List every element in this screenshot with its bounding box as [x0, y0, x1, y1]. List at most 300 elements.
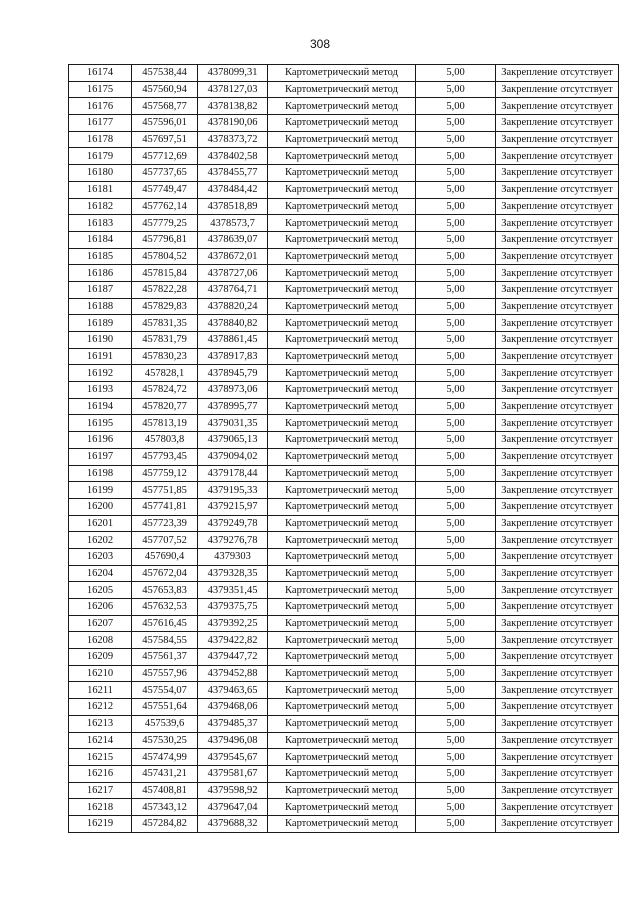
method-cell: Картометрический метод — [268, 65, 416, 82]
method-cell: Картометрический метод — [268, 215, 416, 232]
table-row — [69, 515, 619, 532]
method-cell: Картометрический метод — [268, 231, 416, 248]
method-cell: Картометрический метод — [268, 81, 416, 98]
y-coordinate-cell: 4379328,35 — [198, 565, 268, 582]
point-number-cell: 16216 — [69, 765, 132, 782]
x-coordinate-cell: 457803,8 — [132, 432, 198, 449]
method-cell: Картометрический метод — [268, 532, 416, 549]
x-coordinate-cell: 457831,35 — [132, 315, 198, 332]
x-coordinate-cell: 457697,51 — [132, 131, 198, 148]
y-coordinate-cell: 4379031,35 — [198, 415, 268, 432]
accuracy-cell: 5,00 — [416, 782, 496, 799]
method-cell: Картометрический метод — [268, 398, 416, 415]
x-coordinate-cell: 457820,77 — [132, 398, 198, 415]
marking-cell: Закрепление отсутствует — [496, 649, 619, 666]
table-row — [69, 298, 619, 315]
x-coordinate-cell: 457568,77 — [132, 98, 198, 115]
y-coordinate-cell: 4379485,37 — [198, 715, 268, 732]
y-coordinate-cell: 4379249,78 — [198, 515, 268, 532]
point-number-cell: 16200 — [69, 498, 132, 515]
accuracy-cell: 5,00 — [416, 482, 496, 499]
accuracy-cell: 5,00 — [416, 465, 496, 482]
table-row — [69, 198, 619, 215]
table-row — [69, 65, 619, 82]
y-coordinate-cell: 4379351,45 — [198, 582, 268, 599]
point-number-cell: 16201 — [69, 515, 132, 532]
table-row — [69, 281, 619, 298]
y-coordinate-cell: 4379375,75 — [198, 599, 268, 616]
point-number-cell: 16182 — [69, 198, 132, 215]
table-row — [69, 165, 619, 182]
method-cell: Картометрический метод — [268, 265, 416, 282]
point-number-cell: 16185 — [69, 248, 132, 265]
accuracy-cell: 5,00 — [416, 565, 496, 582]
method-cell: Картометрический метод — [268, 432, 416, 449]
y-coordinate-cell: 4379422,82 — [198, 632, 268, 649]
x-coordinate-cell: 457822,28 — [132, 281, 198, 298]
x-coordinate-cell: 457779,25 — [132, 215, 198, 232]
method-cell: Картометрический метод — [268, 815, 416, 832]
accuracy-cell: 5,00 — [416, 799, 496, 816]
table-row — [69, 382, 619, 399]
point-number-cell: 16214 — [69, 732, 132, 749]
table-row — [69, 215, 619, 232]
table-row — [69, 732, 619, 749]
accuracy-cell: 5,00 — [416, 298, 496, 315]
point-number-cell: 16183 — [69, 215, 132, 232]
point-number-cell: 16175 — [69, 81, 132, 98]
y-coordinate-cell: 4379215,97 — [198, 498, 268, 515]
method-cell: Картометрический метод — [268, 615, 416, 632]
point-number-cell: 16205 — [69, 582, 132, 599]
marking-cell: Закрепление отсутствует — [496, 415, 619, 432]
table-row — [69, 181, 619, 198]
method-cell: Картометрический метод — [268, 281, 416, 298]
marking-cell: Закрепление отсутствует — [496, 348, 619, 365]
method-cell: Картометрический метод — [268, 382, 416, 399]
point-number-cell: 16202 — [69, 532, 132, 549]
point-number-cell: 16208 — [69, 632, 132, 649]
point-number-cell: 16181 — [69, 181, 132, 198]
accuracy-cell: 5,00 — [416, 332, 496, 349]
point-number-cell: 16188 — [69, 298, 132, 315]
point-number-cell: 16180 — [69, 165, 132, 182]
marking-cell: Закрепление отсутствует — [496, 165, 619, 182]
x-coordinate-cell: 457343,12 — [132, 799, 198, 816]
table-row — [69, 348, 619, 365]
marking-cell: Закрепление отсутствует — [496, 281, 619, 298]
accuracy-cell: 5,00 — [416, 615, 496, 632]
x-coordinate-cell: 457560,94 — [132, 81, 198, 98]
method-cell: Картометрический метод — [268, 799, 416, 816]
table-row — [69, 715, 619, 732]
marking-cell: Закрепление отсутствует — [496, 198, 619, 215]
table-row — [69, 815, 619, 832]
accuracy-cell: 5,00 — [416, 515, 496, 532]
marking-cell: Закрепление отсутствует — [496, 181, 619, 198]
y-coordinate-cell: 4378995,77 — [198, 398, 268, 415]
point-number-cell: 16192 — [69, 365, 132, 382]
marking-cell: Закрепление отсутствует — [496, 582, 619, 599]
page-number: 308 — [309, 37, 331, 51]
x-coordinate-cell: 457408,81 — [132, 782, 198, 799]
marking-cell: Закрепление отсутствует — [496, 749, 619, 766]
x-coordinate-cell: 457813,19 — [132, 415, 198, 432]
y-coordinate-cell: 4378764,71 — [198, 281, 268, 298]
table-row — [69, 148, 619, 165]
marking-cell: Закрепление отсутствует — [496, 565, 619, 582]
accuracy-cell: 5,00 — [416, 198, 496, 215]
accuracy-cell: 5,00 — [416, 815, 496, 832]
x-coordinate-cell: 457723,39 — [132, 515, 198, 532]
point-number-cell: 16197 — [69, 448, 132, 465]
marking-cell: Закрепление отсутствует — [496, 548, 619, 565]
marking-cell: Закрепление отсутствует — [496, 248, 619, 265]
marking-cell: Закрепление отсутствует — [496, 382, 619, 399]
table-row — [69, 81, 619, 98]
table-row — [69, 265, 619, 282]
y-coordinate-cell: 4378727,06 — [198, 265, 268, 282]
y-coordinate-cell: 4378840,82 — [198, 315, 268, 332]
table-row — [69, 465, 619, 482]
accuracy-cell: 5,00 — [416, 448, 496, 465]
method-cell: Картометрический метод — [268, 465, 416, 482]
point-number-cell: 16193 — [69, 382, 132, 399]
point-number-cell: 16203 — [69, 548, 132, 565]
method-cell: Картометрический метод — [268, 181, 416, 198]
point-number-cell: 16211 — [69, 682, 132, 699]
method-cell: Картометрический метод — [268, 148, 416, 165]
marking-cell: Закрепление отсутствует — [496, 815, 619, 832]
point-number-cell: 16194 — [69, 398, 132, 415]
x-coordinate-cell: 457690,4 — [132, 548, 198, 565]
accuracy-cell: 5,00 — [416, 498, 496, 515]
method-cell: Картометрический метод — [268, 315, 416, 332]
marking-cell: Закрепление отсутствует — [496, 515, 619, 532]
marking-cell: Закрепление отсутствует — [496, 365, 619, 382]
accuracy-cell: 5,00 — [416, 265, 496, 282]
marking-cell: Закрепление отсутствует — [496, 81, 619, 98]
method-cell: Картометрический метод — [268, 498, 416, 515]
point-number-cell: 16191 — [69, 348, 132, 365]
accuracy-cell: 5,00 — [416, 98, 496, 115]
x-coordinate-cell: 457793,45 — [132, 448, 198, 465]
accuracy-cell: 5,00 — [416, 715, 496, 732]
table-row — [69, 248, 619, 265]
accuracy-cell: 5,00 — [416, 165, 496, 182]
table-row — [69, 448, 619, 465]
coordinates-table — [68, 64, 619, 833]
y-coordinate-cell: 4378373,72 — [198, 131, 268, 148]
y-coordinate-cell: 4378945,79 — [198, 365, 268, 382]
accuracy-cell: 5,00 — [416, 699, 496, 716]
method-cell: Картометрический метод — [268, 582, 416, 599]
marking-cell: Закрепление отсутствует — [496, 98, 619, 115]
point-number-cell: 16213 — [69, 715, 132, 732]
marking-cell: Закрепление отсутствует — [496, 732, 619, 749]
y-coordinate-cell: 4379468,06 — [198, 699, 268, 716]
method-cell: Картометрический метод — [268, 131, 416, 148]
method-cell: Картометрический метод — [268, 348, 416, 365]
accuracy-cell: 5,00 — [416, 81, 496, 98]
table-row — [69, 582, 619, 599]
point-number-cell: 16219 — [69, 815, 132, 832]
accuracy-cell: 5,00 — [416, 348, 496, 365]
method-cell: Картометрический метод — [268, 548, 416, 565]
table-row — [69, 432, 619, 449]
accuracy-cell: 5,00 — [416, 248, 496, 265]
accuracy-cell: 5,00 — [416, 532, 496, 549]
y-coordinate-cell: 4379581,67 — [198, 765, 268, 782]
x-coordinate-cell: 457561,37 — [132, 649, 198, 666]
table-row — [69, 782, 619, 799]
y-coordinate-cell: 4378099,31 — [198, 65, 268, 82]
method-cell: Картометрический метод — [268, 565, 416, 582]
accuracy-cell: 5,00 — [416, 732, 496, 749]
accuracy-cell: 5,00 — [416, 765, 496, 782]
marking-cell: Закрепление отсутствует — [496, 315, 619, 332]
marking-cell: Закрепление отсутствует — [496, 665, 619, 682]
marking-cell: Закрепление отсутствует — [496, 782, 619, 799]
method-cell: Картометрический метод — [268, 165, 416, 182]
accuracy-cell: 5,00 — [416, 582, 496, 599]
y-coordinate-cell: 4379463,65 — [198, 682, 268, 699]
x-coordinate-cell: 457616,45 — [132, 615, 198, 632]
y-coordinate-cell: 4379392,25 — [198, 615, 268, 632]
method-cell: Картометрический метод — [268, 682, 416, 699]
y-coordinate-cell: 4379598,92 — [198, 782, 268, 799]
table-row — [69, 98, 619, 115]
y-coordinate-cell: 4379178,44 — [198, 465, 268, 482]
y-coordinate-cell: 4379452,88 — [198, 665, 268, 682]
table-row — [69, 482, 619, 499]
method-cell: Картометрический метод — [268, 332, 416, 349]
accuracy-cell: 5,00 — [416, 215, 496, 232]
x-coordinate-cell: 457539,6 — [132, 715, 198, 732]
x-coordinate-cell: 457828,1 — [132, 365, 198, 382]
x-coordinate-cell: 457762,14 — [132, 198, 198, 215]
y-coordinate-cell: 4379545,67 — [198, 749, 268, 766]
point-number-cell: 16215 — [69, 749, 132, 766]
accuracy-cell: 5,00 — [416, 231, 496, 248]
method-cell: Картометрический метод — [268, 448, 416, 465]
x-coordinate-cell: 457796,81 — [132, 231, 198, 248]
marking-cell: Закрепление отсутствует — [496, 148, 619, 165]
point-number-cell: 16212 — [69, 699, 132, 716]
marking-cell: Закрепление отсутствует — [496, 231, 619, 248]
x-coordinate-cell: 457632,53 — [132, 599, 198, 616]
method-cell: Картометрический метод — [268, 115, 416, 132]
marking-cell: Закрепление отсутствует — [496, 298, 619, 315]
method-cell: Картометрический метод — [268, 765, 416, 782]
accuracy-cell: 5,00 — [416, 315, 496, 332]
accuracy-cell: 5,00 — [416, 382, 496, 399]
x-coordinate-cell: 457557,96 — [132, 665, 198, 682]
marking-cell: Закрепление отсутствует — [496, 265, 619, 282]
table-row — [69, 699, 619, 716]
method-cell: Картометрический метод — [268, 749, 416, 766]
method-cell: Картометрический метод — [268, 482, 416, 499]
table-row — [69, 632, 619, 649]
point-number-cell: 16207 — [69, 615, 132, 632]
table-row — [69, 615, 619, 632]
method-cell: Картометрический метод — [268, 365, 416, 382]
marking-cell: Закрепление отсутствует — [496, 131, 619, 148]
accuracy-cell: 5,00 — [416, 649, 496, 666]
table-row — [69, 115, 619, 132]
point-number-cell: 16195 — [69, 415, 132, 432]
x-coordinate-cell: 457672,04 — [132, 565, 198, 582]
x-coordinate-cell: 457737,65 — [132, 165, 198, 182]
x-coordinate-cell: 457551,64 — [132, 699, 198, 716]
accuracy-cell: 5,00 — [416, 281, 496, 298]
table-row — [69, 315, 619, 332]
x-coordinate-cell: 457804,52 — [132, 248, 198, 265]
marking-cell: Закрепление отсутствует — [496, 482, 619, 499]
point-number-cell: 16186 — [69, 265, 132, 282]
table-row — [69, 131, 619, 148]
marking-cell: Закрепление отсутствует — [496, 115, 619, 132]
method-cell: Картометрический метод — [268, 732, 416, 749]
table-row — [69, 415, 619, 432]
accuracy-cell: 5,00 — [416, 398, 496, 415]
point-number-cell: 16199 — [69, 482, 132, 499]
point-number-cell: 16204 — [69, 565, 132, 582]
marking-cell: Закрепление отсутствует — [496, 715, 619, 732]
x-coordinate-cell: 457712,69 — [132, 148, 198, 165]
y-coordinate-cell: 4378639,07 — [198, 231, 268, 248]
marking-cell: Закрепление отсутствует — [496, 532, 619, 549]
method-cell: Картометрический метод — [268, 649, 416, 666]
accuracy-cell: 5,00 — [416, 65, 496, 82]
accuracy-cell: 5,00 — [416, 548, 496, 565]
marking-cell: Закрепление отсутствует — [496, 465, 619, 482]
y-coordinate-cell: 4378190,06 — [198, 115, 268, 132]
accuracy-cell: 5,00 — [416, 365, 496, 382]
y-coordinate-cell: 4378127,03 — [198, 81, 268, 98]
x-coordinate-cell: 457831,79 — [132, 332, 198, 349]
x-coordinate-cell: 457751,85 — [132, 482, 198, 499]
point-number-cell: 16217 — [69, 782, 132, 799]
accuracy-cell: 5,00 — [416, 599, 496, 616]
marking-cell: Закрепление отсутствует — [496, 799, 619, 816]
method-cell: Картометрический метод — [268, 198, 416, 215]
y-coordinate-cell: 4378820,24 — [198, 298, 268, 315]
table-row — [69, 548, 619, 565]
y-coordinate-cell: 4378518,89 — [198, 198, 268, 215]
marking-cell: Закрепление отсутствует — [496, 332, 619, 349]
x-coordinate-cell: 457538,44 — [132, 65, 198, 82]
y-coordinate-cell: 4379303 — [198, 548, 268, 565]
accuracy-cell: 5,00 — [416, 181, 496, 198]
x-coordinate-cell: 457530,25 — [132, 732, 198, 749]
y-coordinate-cell: 4379688,32 — [198, 815, 268, 832]
x-coordinate-cell: 457596,01 — [132, 115, 198, 132]
point-number-cell: 16206 — [69, 599, 132, 616]
marking-cell: Закрепление отсутствует — [496, 632, 619, 649]
table-row — [69, 682, 619, 699]
point-number-cell: 16177 — [69, 115, 132, 132]
table-row — [69, 665, 619, 682]
point-number-cell: 16176 — [69, 98, 132, 115]
method-cell: Картометрический метод — [268, 715, 416, 732]
y-coordinate-cell: 4378917,83 — [198, 348, 268, 365]
y-coordinate-cell: 4379065,13 — [198, 432, 268, 449]
marking-cell: Закрепление отсутствует — [496, 765, 619, 782]
x-coordinate-cell: 457815,84 — [132, 265, 198, 282]
accuracy-cell: 5,00 — [416, 115, 496, 132]
x-coordinate-cell: 457749,47 — [132, 181, 198, 198]
y-coordinate-cell: 4378402,58 — [198, 148, 268, 165]
marking-cell: Закрепление отсутствует — [496, 448, 619, 465]
y-coordinate-cell: 4379447,72 — [198, 649, 268, 666]
x-coordinate-cell: 457284,82 — [132, 815, 198, 832]
method-cell: Картометрический метод — [268, 632, 416, 649]
table-row — [69, 799, 619, 816]
x-coordinate-cell: 457829,83 — [132, 298, 198, 315]
y-coordinate-cell: 4378573,7 — [198, 215, 268, 232]
marking-cell: Закрепление отсутствует — [496, 498, 619, 515]
marking-cell: Закрепление отсутствует — [496, 398, 619, 415]
x-coordinate-cell: 457653,83 — [132, 582, 198, 599]
x-coordinate-cell: 457584,55 — [132, 632, 198, 649]
x-coordinate-cell: 457431,21 — [132, 765, 198, 782]
marking-cell: Закрепление отсутствует — [496, 599, 619, 616]
x-coordinate-cell: 457474,99 — [132, 749, 198, 766]
table-row — [69, 398, 619, 415]
y-coordinate-cell: 4379195,33 — [198, 482, 268, 499]
method-cell: Картометрический метод — [268, 515, 416, 532]
table-row — [69, 365, 619, 382]
method-cell: Картометрический метод — [268, 665, 416, 682]
y-coordinate-cell: 4378138,82 — [198, 98, 268, 115]
x-coordinate-cell: 457830,23 — [132, 348, 198, 365]
table-row — [69, 649, 619, 666]
x-coordinate-cell: 457741,81 — [132, 498, 198, 515]
y-coordinate-cell: 4379496,08 — [198, 732, 268, 749]
y-coordinate-cell: 4378455,77 — [198, 165, 268, 182]
point-number-cell: 16190 — [69, 332, 132, 349]
y-coordinate-cell: 4379276,78 — [198, 532, 268, 549]
point-number-cell: 16196 — [69, 432, 132, 449]
y-coordinate-cell: 4378861,45 — [198, 332, 268, 349]
accuracy-cell: 5,00 — [416, 415, 496, 432]
table-row — [69, 599, 619, 616]
marking-cell: Закрепление отсутствует — [496, 432, 619, 449]
accuracy-cell: 5,00 — [416, 749, 496, 766]
point-number-cell: 16187 — [69, 281, 132, 298]
y-coordinate-cell: 4378484,42 — [198, 181, 268, 198]
table-row — [69, 231, 619, 248]
y-coordinate-cell: 4379647,04 — [198, 799, 268, 816]
point-number-cell: 16189 — [69, 315, 132, 332]
y-coordinate-cell: 4378672,01 — [198, 248, 268, 265]
accuracy-cell: 5,00 — [416, 432, 496, 449]
point-number-cell: 16179 — [69, 148, 132, 165]
accuracy-cell: 5,00 — [416, 682, 496, 699]
point-number-cell: 16210 — [69, 665, 132, 682]
y-coordinate-cell: 4379094,02 — [198, 448, 268, 465]
point-number-cell: 16218 — [69, 799, 132, 816]
table-row — [69, 765, 619, 782]
point-number-cell: 16209 — [69, 649, 132, 666]
marking-cell: Закрепление отсутствует — [496, 699, 619, 716]
marking-cell: Закрепление отсутствует — [496, 215, 619, 232]
x-coordinate-cell: 457759,12 — [132, 465, 198, 482]
table-row — [69, 332, 619, 349]
point-number-cell: 16198 — [69, 465, 132, 482]
accuracy-cell: 5,00 — [416, 148, 496, 165]
